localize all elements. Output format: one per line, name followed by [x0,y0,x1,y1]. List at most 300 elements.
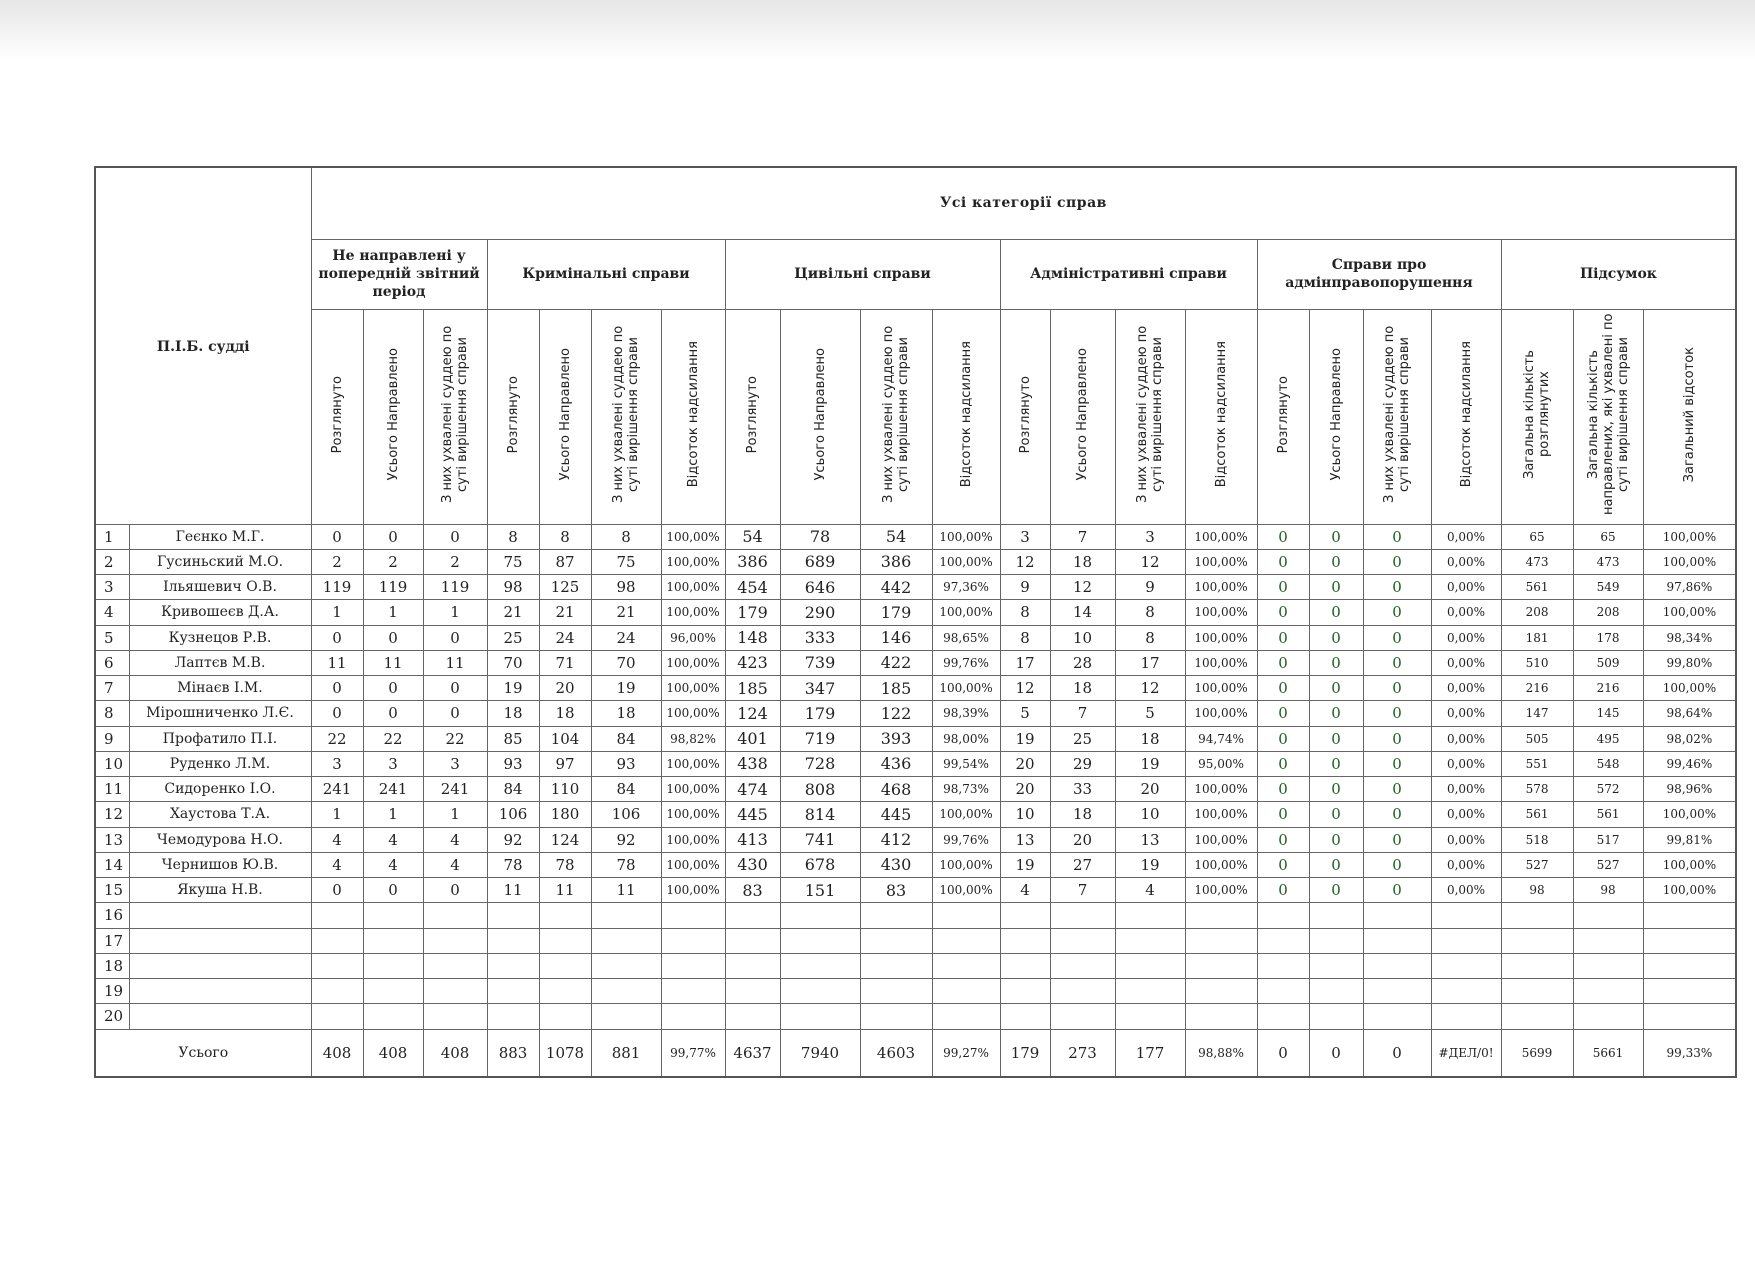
table-cell: 78 [539,852,591,877]
table-cell [1000,903,1050,928]
table-cell: 333 [780,625,860,650]
table-cell: 4 [311,827,363,852]
table-cell: 0 [1309,524,1363,549]
table-cell: 0 [1309,751,1363,776]
group-header-criminal: Кримінальні справи [487,239,725,309]
table-cell: 0,00% [1431,777,1501,802]
table-cell: 20 [1000,751,1050,776]
table-cell: 100,00% [661,701,725,726]
table-cell [1185,1004,1257,1029]
total-label: Усього [95,1029,311,1077]
table-body [95,524,1736,1077]
table-cell [1309,903,1363,928]
total-cell: #ДЕЛ/0! [1431,1029,1501,1077]
table-cell: 185 [725,676,780,701]
table-row [95,1004,1736,1029]
table-cell [1431,979,1501,1004]
table-cell: 75 [591,549,661,574]
table-cell: 5 [1115,701,1185,726]
table-cell: 97,36% [932,575,1000,600]
table-cell: 100,00% [1185,625,1257,650]
table-cell: 445 [725,802,780,827]
total-cell: 179 [1000,1029,1050,1077]
table-cell: 94,74% [1185,726,1257,751]
table-row [95,650,1736,675]
table-cell: 578 [1501,777,1573,802]
table-cell: 100,00% [661,852,725,877]
table-cell: 2 [311,549,363,574]
table-cell: 9 [1115,575,1185,600]
row-number: 20 [95,1004,129,1029]
table-cell: 100,00% [1185,650,1257,675]
col-header-label: З них ухвалені суддею по суті вирішення справи [611,325,642,504]
total-cell: 881 [591,1029,661,1077]
table-cell: 100,00% [1185,827,1257,852]
judge-name: Мінаєв І.М. [129,676,311,701]
table-cell: 11 [539,878,591,903]
table-cell: 98 [591,575,661,600]
table-cell [1363,928,1431,953]
table-row [95,953,1736,978]
group-header-civil: Цивільні справи [725,239,1000,309]
table-cell: 7 [1050,701,1115,726]
table-cell: 474 [725,777,780,802]
scan-shadow [0,0,1755,60]
table-cell: 0,00% [1431,878,1501,903]
table-cell [860,1004,932,1029]
table-cell [1257,953,1309,978]
table-cell [311,1004,363,1029]
table-cell: 8 [591,524,661,549]
table-cell: 24 [591,625,661,650]
col-header-administrative-reviewed [1000,309,1050,524]
col-header-criminal-sent-total [539,309,591,524]
table-cell: 241 [311,777,363,802]
table-cell [591,979,661,1004]
table-cell: 0 [423,625,487,650]
table-cell: 20 [1000,777,1050,802]
table-cell: 0 [1257,524,1309,549]
table-cell [661,1004,725,1029]
total-cell: 408 [311,1029,363,1077]
table-cell: 0 [1257,625,1309,650]
table-cell: 12 [1050,575,1115,600]
table-cell: 78 [780,524,860,549]
col-header-label: З них ухвалені суддею по суті вирішення справи [881,325,912,504]
table-cell: 22 [363,726,423,751]
table-cell: 386 [725,549,780,574]
table-cell: 4 [423,852,487,877]
table-cell: 12 [1000,676,1050,701]
table-cell: 0 [1257,650,1309,675]
table-cell: 12 [1115,676,1185,701]
table-cell: 100,00% [1643,549,1736,574]
table-cell: 19 [1115,751,1185,776]
table-cell: 0,00% [1431,600,1501,625]
table-cell [363,979,423,1004]
total-cell: 0 [1257,1029,1309,1077]
table-cell: 19 [1000,726,1050,751]
table-cell: 119 [311,575,363,600]
table-cell [1000,953,1050,978]
table-cell: 78 [487,852,539,877]
col-header-civil-of-which [860,309,932,524]
row-number: 14 [95,852,129,877]
table-cell: 8 [1000,625,1050,650]
table-cell: 70 [487,650,539,675]
table-cell [1185,979,1257,1004]
col-header-admin-offenses-of-which [1363,309,1431,524]
table-cell: 454 [725,575,780,600]
col-header-administrative-sent-total [1050,309,1115,524]
table-cell: 430 [725,852,780,877]
table-cell: 4 [1115,878,1185,903]
table-cell [487,953,539,978]
table-cell: 0,00% [1431,726,1501,751]
table-cell: 100,00% [661,751,725,776]
table-cell [1501,928,1573,953]
table-cell: 87 [539,549,591,574]
table-row [95,878,1736,903]
table-cell: 122 [860,701,932,726]
table-cell [860,953,932,978]
table-cell: 0 [1309,575,1363,600]
table-cell [1363,953,1431,978]
table-cell [1115,1004,1185,1029]
row-number: 7 [95,676,129,701]
col-header-label: З них ухвалені суддею по суті вирішення справи [1135,325,1166,504]
table-cell [1573,1004,1643,1029]
table-row [95,903,1736,928]
table-cell: 75 [487,549,539,574]
table-cell: 100,00% [932,676,1000,701]
table-cell [725,1004,780,1029]
table-cell [1050,928,1115,953]
table-cell: 97,86% [1643,575,1736,600]
total-cell: 273 [1050,1029,1115,1077]
table-cell [311,953,363,978]
table-cell: 505 [1501,726,1573,751]
table-cell: 84 [591,726,661,751]
table-cell [780,1004,860,1029]
table-cell: 0,00% [1431,701,1501,726]
table-cell: 18 [1050,676,1115,701]
total-cell: 99,27% [932,1029,1000,1077]
table-cell: 100,00% [661,827,725,852]
table-cell: 98,65% [932,625,1000,650]
col-header-administrative-percent [1185,309,1257,524]
table-cell: 0 [1363,726,1431,751]
table-cell: 208 [1573,600,1643,625]
table-cell [1643,979,1736,1004]
table-cell [1257,979,1309,1004]
table-cell [1643,928,1736,953]
row-number: 16 [95,903,129,928]
table-cell: 0,00% [1431,676,1501,701]
col-header-label: Розглянуто [1017,375,1033,454]
table-cell [1363,903,1431,928]
table-cell: 10 [1050,625,1115,650]
table-cell: 179 [725,600,780,625]
table-cell: 386 [860,549,932,574]
col-header-not-sent-reviewed [311,309,363,524]
table-cell: 0,00% [1431,751,1501,776]
col-header-label: Розглянуто [745,375,761,454]
table-cell [780,953,860,978]
table-cell [487,903,539,928]
table-cell: 438 [725,751,780,776]
table-cell: 119 [363,575,423,600]
table-cell [591,903,661,928]
table-cell: 445 [860,802,932,827]
table-cell: 98,02% [1643,726,1736,751]
table-cell: 93 [591,751,661,776]
table-cell: 0 [1363,827,1431,852]
table-cell: 85 [487,726,539,751]
table-cell: 0 [1257,575,1309,600]
table-cell [1573,953,1643,978]
table-cell [1363,979,1431,1004]
table-cell: 739 [780,650,860,675]
table-cell [363,928,423,953]
table-cell: 148 [725,625,780,650]
col-header-label: Усього Направлено [385,348,401,481]
table-cell: 814 [780,802,860,827]
table-cell: 147 [1501,701,1573,726]
table-cell: 100,00% [1185,777,1257,802]
table-cell: 11 [487,878,539,903]
table-cell: 10 [1115,802,1185,827]
table-cell: 4 [311,852,363,877]
judge-name [129,953,311,978]
row-number: 17 [95,928,129,953]
table-cell [932,1004,1000,1029]
table-row [95,827,1736,852]
row-number: 15 [95,878,129,903]
judge-name: Геєнко М.Г. [129,524,311,549]
table-cell: 92 [487,827,539,852]
table-cell: 0,00% [1431,524,1501,549]
table-cell: 0,00% [1431,575,1501,600]
table-cell: 527 [1573,852,1643,877]
table-cell: 100,00% [661,600,725,625]
table-cell: 100,00% [932,878,1000,903]
table-cell: 0 [311,625,363,650]
table-cell: 9 [1000,575,1050,600]
judge-name [129,1004,311,1029]
table-row [95,625,1736,650]
table-cell [487,1004,539,1029]
table-cell: 0 [1363,676,1431,701]
total-cell: 4603 [860,1029,932,1077]
table-cell: 1 [363,802,423,827]
table-cell: 8 [487,524,539,549]
table-cell: 100,00% [1185,575,1257,600]
table-cell: 0 [1363,701,1431,726]
table-cell [725,979,780,1004]
table-cell: 100,00% [661,777,725,802]
judge-name: Лаптєв М.В. [129,650,311,675]
table-cell: 517 [1573,827,1643,852]
table-cell: 22 [311,726,363,751]
table-cell [1573,928,1643,953]
table-cell: 0 [1257,827,1309,852]
group-header-administrative: Адміністративні справи [1000,239,1257,309]
table-cell [860,979,932,1004]
table-cell: 473 [1501,549,1573,574]
table-cell: 5 [1000,701,1050,726]
table-cell: 0 [1309,625,1363,650]
table-cell: 18 [539,701,591,726]
table-cell [539,979,591,1004]
judge-name [129,903,311,928]
table-cell: 17 [1000,650,1050,675]
table-cell: 8 [1000,600,1050,625]
table-cell: 145 [1573,701,1643,726]
table-cell: 98 [487,575,539,600]
table-cell [1115,903,1185,928]
table-cell: 185 [860,676,932,701]
table-cell: 18 [1050,802,1115,827]
table-cell: 12 [1115,549,1185,574]
row-number: 11 [95,777,129,802]
table-cell: 54 [860,524,932,549]
col-header-label: Усього Направлено [557,348,573,481]
table-cell: 689 [780,549,860,574]
table-cell [423,903,487,928]
table-cell [1050,953,1115,978]
table-cell: 0 [311,878,363,903]
table-cell: 97 [539,751,591,776]
table-cell: 0,00% [1431,852,1501,877]
table-cell: 20 [539,676,591,701]
table-cell: 100,00% [1643,600,1736,625]
table-cell [860,903,932,928]
table-cell [725,903,780,928]
table-cell: 216 [1501,676,1573,701]
table-cell [1431,928,1501,953]
table-cell: 0 [1309,600,1363,625]
table-cell [311,979,363,1004]
table-cell: 8 [1115,600,1185,625]
table-cell: 0 [1257,549,1309,574]
table-cell: 572 [1573,777,1643,802]
table-cell [725,953,780,978]
table-cell: 3 [1115,524,1185,549]
table-cell: 100,00% [661,549,725,574]
table-cell: 18 [1050,549,1115,574]
table-cell: 430 [860,852,932,877]
table-cell: 0 [1257,701,1309,726]
table-cell: 180 [539,802,591,827]
table-cell: 54 [725,524,780,549]
table-cell [661,979,725,1004]
table-cell: 0 [1309,650,1363,675]
col-header-not-sent-sent-total [363,309,423,524]
table-cell: 11 [363,650,423,675]
table-cell [1643,1004,1736,1029]
table-cell [932,979,1000,1004]
judge-name: Чернишов Ю.В. [129,852,311,877]
table-cell [1257,903,1309,928]
table-cell: 241 [363,777,423,802]
table-cell: 468 [860,777,932,802]
table-row [95,802,1736,827]
table-cell: 741 [780,827,860,852]
table-cell: 11 [591,878,661,903]
table-cell: 181 [1501,625,1573,650]
table-cell: 509 [1573,650,1643,675]
col-header-criminal-of-which [591,309,661,524]
table-cell: 0 [423,524,487,549]
table-cell [363,1004,423,1029]
table-cell [1501,1004,1573,1029]
table-cell: 179 [860,600,932,625]
table-cell: 119 [423,575,487,600]
table-cell: 1 [423,600,487,625]
table-cell: 0 [1257,777,1309,802]
table-cell: 22 [423,726,487,751]
judge-name: Хаустова Т.А. [129,802,311,827]
table-cell: 0 [1257,726,1309,751]
table-cell: 98,96% [1643,777,1736,802]
table-cell: 0 [1363,575,1431,600]
table-cell [1431,1004,1501,1029]
table-cell: 125 [539,575,591,600]
table-cell: 0 [1363,650,1431,675]
table-cell: 393 [860,726,932,751]
table-cell: 96,00% [661,625,725,650]
table-cell: 0 [1309,852,1363,877]
row-number: 18 [95,953,129,978]
table-cell: 100,00% [1185,676,1257,701]
table-cell [1257,928,1309,953]
table-cell: 100,00% [932,802,1000,827]
table-cell [661,953,725,978]
table-cell: 208 [1501,600,1573,625]
table-cell [311,928,363,953]
table-cell: 0 [1309,549,1363,574]
table-cell: 27 [1050,852,1115,877]
table-row [95,777,1736,802]
col-header-label: Відсоток надсилання [1213,341,1229,488]
table-cell: 8 [1115,625,1185,650]
table-cell: 0 [1363,852,1431,877]
judge-name-header [95,167,311,524]
table-cell: 0 [1363,751,1431,776]
table-cell: 18 [487,701,539,726]
table-cell: 347 [780,676,860,701]
col-header-label: Розглянуто [1275,375,1291,454]
judge-name: Гусиньский М.О. [129,549,311,574]
col-header-label: Усього Направлено [1075,348,1091,481]
table-cell: 808 [780,777,860,802]
table-cell: 100,00% [661,650,725,675]
table-cell: 422 [860,650,932,675]
table-cell [423,953,487,978]
table-cell: 1 [363,600,423,625]
table-cell [1185,928,1257,953]
table-cell: 99,81% [1643,827,1736,852]
judge-name: Якуша Н.В. [129,878,311,903]
table-cell: 3 [311,751,363,776]
table-cell: 473 [1573,549,1643,574]
table-cell: 527 [1501,852,1573,877]
table-cell: 19 [1115,852,1185,877]
table-cell: 100,00% [1643,802,1736,827]
table-cell: 412 [860,827,932,852]
table-cell: 0,00% [1431,802,1501,827]
